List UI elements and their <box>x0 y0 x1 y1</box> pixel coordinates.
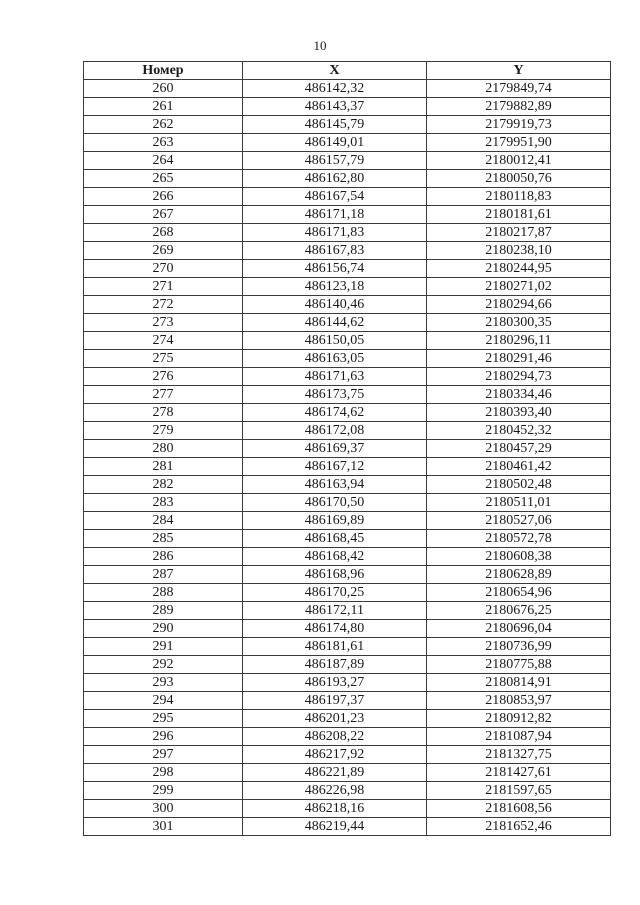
table-row <box>84 494 611 512</box>
cell-x: 486218,16 <box>243 800 427 818</box>
table-row <box>84 800 611 818</box>
table-row <box>84 584 611 602</box>
cell-y: 2180608,38 <box>427 548 611 566</box>
table-row <box>84 188 611 206</box>
cell-y: 2180912,82 <box>427 710 611 728</box>
cell-y: 2181087,94 <box>427 728 611 746</box>
table-header <box>84 62 611 80</box>
cell-number: 294 <box>84 692 243 710</box>
cell-number: 268 <box>84 224 243 242</box>
cell-x: 486171,63 <box>243 368 427 386</box>
cell-number: 262 <box>84 116 243 134</box>
cell-x: 486172,11 <box>243 602 427 620</box>
table-row <box>84 728 611 746</box>
cell-x: 486201,23 <box>243 710 427 728</box>
cell-number: 286 <box>84 548 243 566</box>
cell-y: 2180572,78 <box>427 530 611 548</box>
cell-number: 275 <box>84 350 243 368</box>
cell-x: 486197,37 <box>243 692 427 710</box>
cell-x: 486167,12 <box>243 458 427 476</box>
cell-number: 272 <box>84 296 243 314</box>
table-row <box>84 170 611 188</box>
table-row <box>84 530 611 548</box>
table-row <box>84 296 611 314</box>
cell-x: 486149,01 <box>243 134 427 152</box>
table-row <box>84 656 611 674</box>
cell-x: 486168,96 <box>243 566 427 584</box>
cell-x: 486208,22 <box>243 728 427 746</box>
table-row <box>84 512 611 530</box>
table-row <box>84 764 611 782</box>
cell-number: 299 <box>84 782 243 800</box>
cell-number: 265 <box>84 170 243 188</box>
cell-y: 2180012,41 <box>427 152 611 170</box>
cell-x: 486169,37 <box>243 440 427 458</box>
cell-x: 486150,05 <box>243 332 427 350</box>
table-row <box>84 710 611 728</box>
cell-y: 2180181,61 <box>427 206 611 224</box>
table-row <box>84 206 611 224</box>
cell-x: 486123,18 <box>243 278 427 296</box>
table-row <box>84 458 611 476</box>
cell-y: 2181597,65 <box>427 782 611 800</box>
cell-number: 291 <box>84 638 243 656</box>
header-row <box>84 62 611 80</box>
cell-number: 292 <box>84 656 243 674</box>
table-row <box>84 134 611 152</box>
cell-x: 486169,89 <box>243 512 427 530</box>
cell-number: 296 <box>84 728 243 746</box>
table-row <box>84 242 611 260</box>
cell-number: 279 <box>84 422 243 440</box>
header-number: Номер <box>84 62 243 80</box>
cell-x: 486173,75 <box>243 386 427 404</box>
table-row <box>84 440 611 458</box>
cell-y: 2181427,61 <box>427 764 611 782</box>
cell-y: 2180217,87 <box>427 224 611 242</box>
cell-number: 300 <box>84 800 243 818</box>
header-x: X <box>243 62 427 80</box>
cell-x: 486174,80 <box>243 620 427 638</box>
cell-number: 276 <box>84 368 243 386</box>
cell-x: 486145,79 <box>243 116 427 134</box>
cell-x: 486226,98 <box>243 782 427 800</box>
cell-x: 486221,89 <box>243 764 427 782</box>
cell-x: 486143,37 <box>243 98 427 116</box>
page-number: 10 <box>313 38 327 53</box>
cell-number: 284 <box>84 512 243 530</box>
table-row <box>84 350 611 368</box>
cell-x: 486187,89 <box>243 656 427 674</box>
cell-number: 270 <box>84 260 243 278</box>
cell-number: 280 <box>84 440 243 458</box>
cell-y: 2180334,46 <box>427 386 611 404</box>
cell-y: 2179919,73 <box>427 116 611 134</box>
cell-y: 2180244,95 <box>427 260 611 278</box>
cell-y: 2180294,66 <box>427 296 611 314</box>
cell-x: 486140,46 <box>243 296 427 314</box>
cell-number: 293 <box>84 674 243 692</box>
cell-x: 486219,44 <box>243 818 427 836</box>
table-row <box>84 260 611 278</box>
cell-number: 274 <box>84 332 243 350</box>
cell-y: 2180628,89 <box>427 566 611 584</box>
cell-x: 486170,50 <box>243 494 427 512</box>
coordinates-table <box>83 61 611 836</box>
cell-y: 2180050,76 <box>427 170 611 188</box>
cell-y: 2180294,73 <box>427 368 611 386</box>
cell-y: 2180654,96 <box>427 584 611 602</box>
cell-y: 2180393,40 <box>427 404 611 422</box>
cell-number: 263 <box>84 134 243 152</box>
table-row <box>84 620 611 638</box>
cell-x: 486163,94 <box>243 476 427 494</box>
cell-y: 2181327,75 <box>427 746 611 764</box>
cell-y: 2181652,46 <box>427 818 611 836</box>
cell-x: 486168,45 <box>243 530 427 548</box>
cell-number: 289 <box>84 602 243 620</box>
cell-x: 486193,27 <box>243 674 427 692</box>
cell-y: 2180300,35 <box>427 314 611 332</box>
cell-y: 2180736,99 <box>427 638 611 656</box>
table-row <box>84 548 611 566</box>
cell-number: 295 <box>84 710 243 728</box>
cell-number: 266 <box>84 188 243 206</box>
cell-x: 486157,79 <box>243 152 427 170</box>
cell-number: 290 <box>84 620 243 638</box>
cell-x: 486172,08 <box>243 422 427 440</box>
cell-x: 486170,25 <box>243 584 427 602</box>
cell-y: 2179849,74 <box>427 80 611 98</box>
cell-number: 261 <box>84 98 243 116</box>
cell-x: 486174,62 <box>243 404 427 422</box>
cell-y: 2179951,90 <box>427 134 611 152</box>
cell-x: 486171,83 <box>243 224 427 242</box>
cell-y: 2180452,32 <box>427 422 611 440</box>
cell-x: 486168,42 <box>243 548 427 566</box>
cell-number: 269 <box>84 242 243 260</box>
cell-x: 486171,18 <box>243 206 427 224</box>
cell-number: 277 <box>84 386 243 404</box>
table-row <box>84 314 611 332</box>
cell-y: 2180271,02 <box>427 278 611 296</box>
table-body <box>84 80 611 836</box>
cell-number: 285 <box>84 530 243 548</box>
table-row <box>84 80 611 98</box>
table-row <box>84 674 611 692</box>
table-row <box>84 602 611 620</box>
cell-y: 2180696,04 <box>427 620 611 638</box>
table-row <box>84 566 611 584</box>
cell-y: 2180502,48 <box>427 476 611 494</box>
table-row <box>84 782 611 800</box>
table-row <box>84 692 611 710</box>
cell-number: 298 <box>84 764 243 782</box>
cell-number: 264 <box>84 152 243 170</box>
cell-y: 2180457,29 <box>427 440 611 458</box>
table-row <box>84 386 611 404</box>
table-row <box>84 818 611 836</box>
table-row <box>84 746 611 764</box>
cell-number: 273 <box>84 314 243 332</box>
cell-x: 486181,61 <box>243 638 427 656</box>
cell-x: 486162,80 <box>243 170 427 188</box>
cell-number: 288 <box>84 584 243 602</box>
cell-number: 278 <box>84 404 243 422</box>
cell-number: 260 <box>84 80 243 98</box>
cell-x: 486142,32 <box>243 80 427 98</box>
cell-x: 486167,54 <box>243 188 427 206</box>
table-row <box>84 278 611 296</box>
table-row <box>84 116 611 134</box>
cell-number: 301 <box>84 818 243 836</box>
cell-x: 486144,62 <box>243 314 427 332</box>
cell-y: 2180527,06 <box>427 512 611 530</box>
cell-y: 2180814,91 <box>427 674 611 692</box>
cell-y: 2180853,97 <box>427 692 611 710</box>
cell-x: 486156,74 <box>243 260 427 278</box>
table-row <box>84 224 611 242</box>
table-row <box>84 422 611 440</box>
cell-y: 2179882,89 <box>427 98 611 116</box>
cell-number: 267 <box>84 206 243 224</box>
cell-x: 486167,83 <box>243 242 427 260</box>
cell-number: 283 <box>84 494 243 512</box>
table-row <box>84 98 611 116</box>
cell-y: 2180296,11 <box>427 332 611 350</box>
cell-number: 282 <box>84 476 243 494</box>
table-row <box>84 404 611 422</box>
cell-x: 486217,92 <box>243 746 427 764</box>
cell-number: 281 <box>84 458 243 476</box>
table-row <box>84 368 611 386</box>
cell-y: 2181608,56 <box>427 800 611 818</box>
cell-y: 2180511,01 <box>427 494 611 512</box>
table-row <box>84 476 611 494</box>
header-y: Y <box>427 62 611 80</box>
cell-y: 2180291,46 <box>427 350 611 368</box>
table-row <box>84 152 611 170</box>
cell-number: 297 <box>84 746 243 764</box>
cell-y: 2180461,42 <box>427 458 611 476</box>
table-row <box>84 638 611 656</box>
cell-number: 287 <box>84 566 243 584</box>
cell-number: 271 <box>84 278 243 296</box>
cell-y: 2180238,10 <box>427 242 611 260</box>
table-row <box>84 332 611 350</box>
cell-y: 2180676,25 <box>427 602 611 620</box>
cell-x: 486163,05 <box>243 350 427 368</box>
cell-y: 2180775,88 <box>427 656 611 674</box>
cell-y: 2180118,83 <box>427 188 611 206</box>
